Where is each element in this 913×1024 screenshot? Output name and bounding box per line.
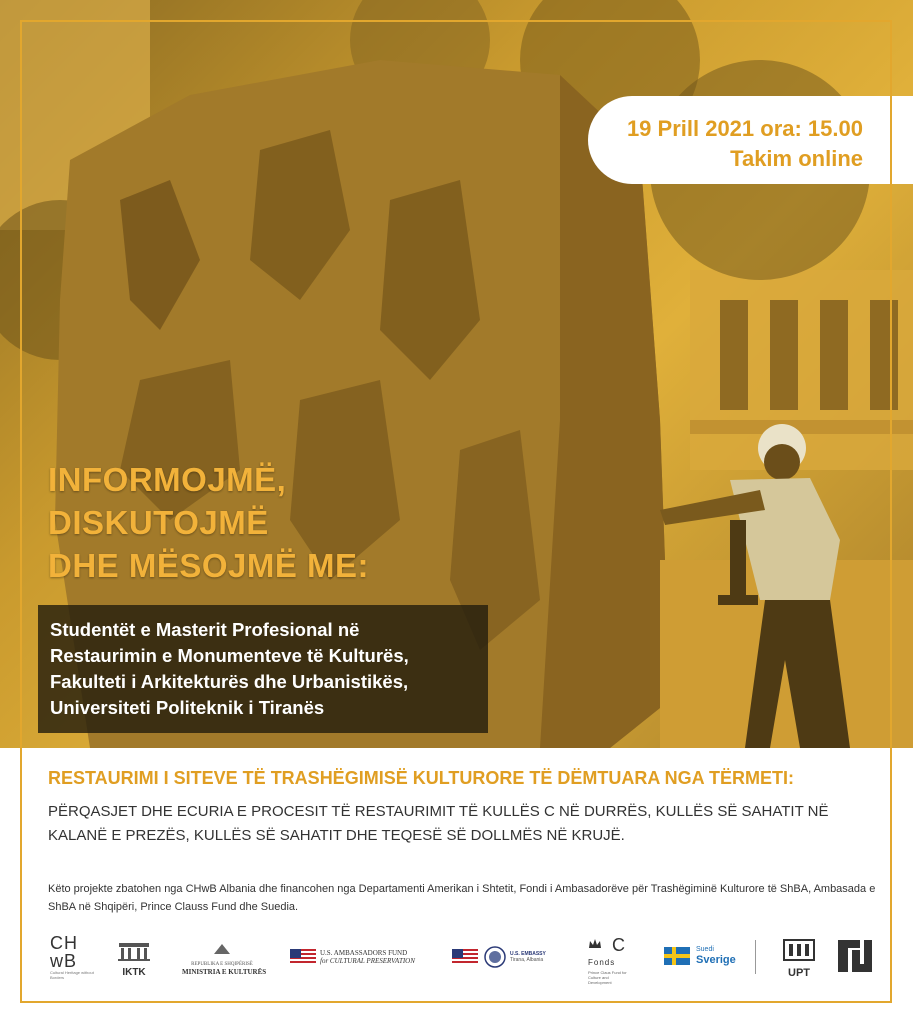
iktk-logo-text: IKTK (122, 967, 146, 978)
fau-logo (836, 938, 876, 974)
organizer-line-1: Studentët e Masterit Profesional në (50, 619, 360, 640)
upt-logo (782, 938, 816, 979)
logo-divider (755, 940, 756, 974)
headline-line-3: DHE MËSOJMË ME: (48, 547, 370, 584)
organizer-line-2: Restaurimin e Monumenteve të Kulturës, (50, 645, 409, 666)
us-seal-icon (484, 946, 506, 968)
ministry-emblem-icon (212, 942, 232, 956)
chwb-logo-line-2: wB (50, 951, 78, 971)
ministry-logo-line-1: REPUBLIKA E SHQIPËRISË (191, 962, 253, 967)
event-date-time: 19 Prill 2021 ora: 15.00 (626, 116, 863, 141)
fau-logo-mark-icon (836, 938, 876, 974)
sweden-logo (664, 944, 744, 968)
funding-note: Këto projekte zbatohen nga CHwB Albania dhe financohen nga Departamenti Amerikan i Shtetit, Fondi i Ambasadorëve për Trashëgiminë Kulturore të ShBA, Ambasada e ShBA në Shqipëri, Prince Clauss Fund dhe Suedia. (48, 883, 876, 913)
iktk-logo (116, 940, 152, 980)
prince-logo-small: Prince Claus Fund for Culture and Development (588, 970, 627, 985)
organizer-line-4: Universiteti Politeknik i Tiranës (50, 697, 325, 718)
ministry-logo-line-2: MINISTRIA E KULTURËS (182, 968, 267, 976)
section-body: PËRQASJET DHE ECURIA E PROCESIT TË RESTAURIMIT TË KULLËS C NË DURRËS, KULLËS SË SAHATIT NË KALANË E PREZËS, KULLËS SË SAHATIT DHE TEQESË SË DOLLMËS NË KRUJË. (48, 803, 829, 844)
organizer-line-3: Fakulteti i Arkitekturës dhe Urbanistikës, (50, 671, 409, 692)
prince-logo-name: Fonds (588, 958, 616, 967)
ministry-culture-logo (182, 942, 267, 978)
chwb-logo-line-1: CH (50, 933, 78, 953)
headline-line-1: INFORMOJMË, (48, 461, 287, 498)
upt-emblem-icon (782, 938, 816, 962)
chwb-logo (50, 934, 100, 984)
headline-line-2: DISKUTOJMË (48, 504, 269, 541)
prince-claus-fund-logo (588, 936, 638, 986)
prince-logo-mark: C (612, 935, 625, 955)
sweden-logo-line-1: Suedi (696, 946, 714, 953)
us-flag-icon (452, 949, 478, 965)
organizers-box (38, 605, 488, 733)
poster-headline (48, 458, 508, 587)
event-date-badge (588, 96, 913, 184)
usaf-logo-line-2: for CULTURAL PRESERVATION (320, 957, 415, 965)
embassy-logo-line-1: U.S. EMBASSY (510, 951, 546, 957)
us-flag-icon (290, 949, 316, 965)
us-embassy-logo (452, 944, 552, 972)
crown-icon (588, 938, 602, 950)
sweden-logo-line-2: Sverige (696, 954, 736, 966)
embassy-logo-line-2: Tirana, Albania (510, 957, 544, 963)
usaf-logo-line-1: U.S. AMBASSADORS FUND (320, 949, 408, 957)
chwb-logo-small: Cultural Heritage without Borders (50, 970, 94, 980)
us-ambassadors-fund-logo (290, 948, 430, 968)
sweden-flag-icon (664, 947, 690, 965)
event-format: Takim online (730, 146, 863, 171)
iktk-emblem-icon (116, 940, 152, 962)
upt-logo-text: UPT (788, 967, 810, 979)
section-title: RESTAURIMI I SITEVE TË TRASHËGIMISË KULTURORE TË DËMTUARA NGA TËRMETI: (48, 768, 795, 788)
